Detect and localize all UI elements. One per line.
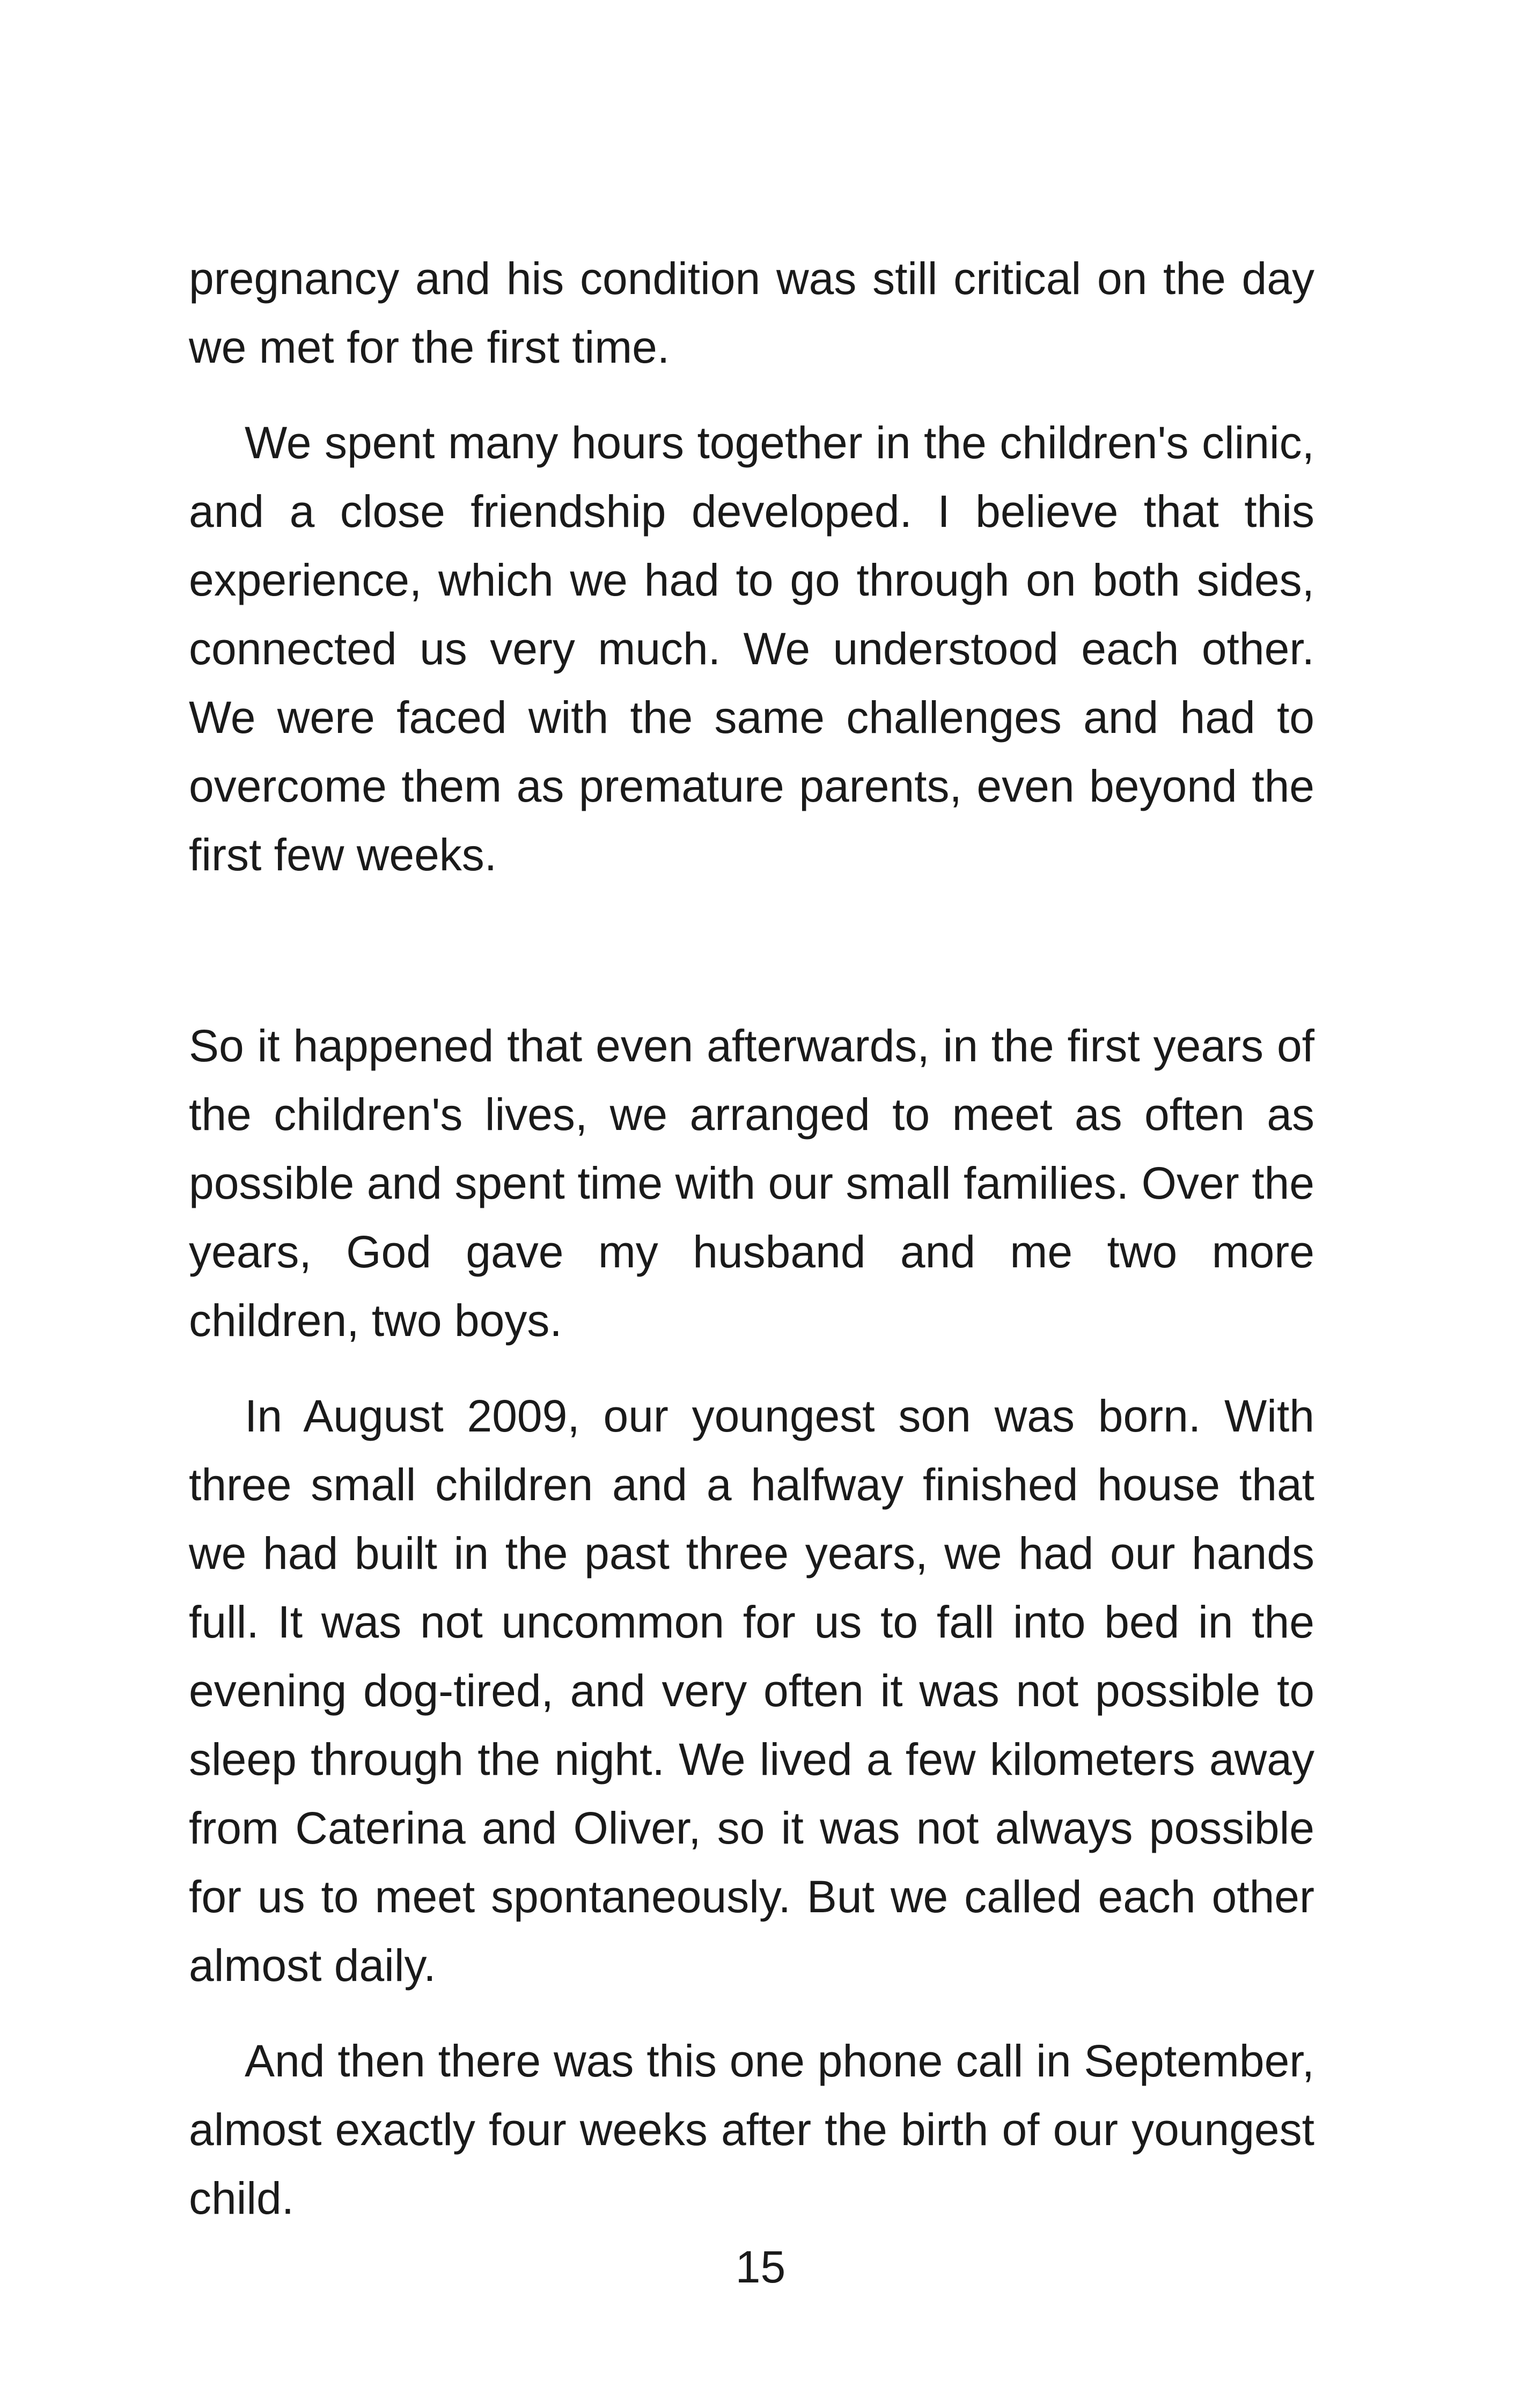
section-break bbox=[189, 889, 1314, 1011]
paragraph-phone-call: And then there was this one phone call in September, almost exactly four weeks after the birth of our youngest child. bbox=[189, 2036, 1314, 2223]
paragraph-clinic-friendship: We spent many hours together in the children's clinic, and a close friendship developed. I believe that this experience, which we had to go through on both sides, connected us very much. We understood each other. We were faced with the same challenges and had to overcome them as premature parents, even beyond the first few weeks. bbox=[189, 417, 1314, 880]
paragraph-afterwards: So it happened that even afterwards, in the first years of the children's lives, we arranged to meet as often as possible and spent time with our small families. Over the years, God gave my husband and me two more children, two boys. bbox=[189, 1021, 1314, 1346]
paragraph-gap bbox=[189, 1355, 1314, 1382]
page-number: 15 bbox=[735, 2242, 786, 2292]
paragraph-continuation: pregnancy and his condition was still critical on the day we met for the first time. bbox=[189, 253, 1314, 372]
paragraph-gap bbox=[189, 2000, 1314, 2027]
paragraph-august-2009: In August 2009, our youngest son was born. With three small children and a halfway finished house that we had built in the past three years, we had our hands full. It was not uncommon for us to fall into bed in the evening dog-tired, and very often it was not possible to sleep through the night. We lived a few kilometers away from Caterina and Oliver, so it was not always possible for us to meet spontaneously. But we called each other almost daily. bbox=[189, 1391, 1314, 1991]
paragraph-gap bbox=[189, 381, 1314, 408]
body-text bbox=[189, 244, 1314, 2233]
